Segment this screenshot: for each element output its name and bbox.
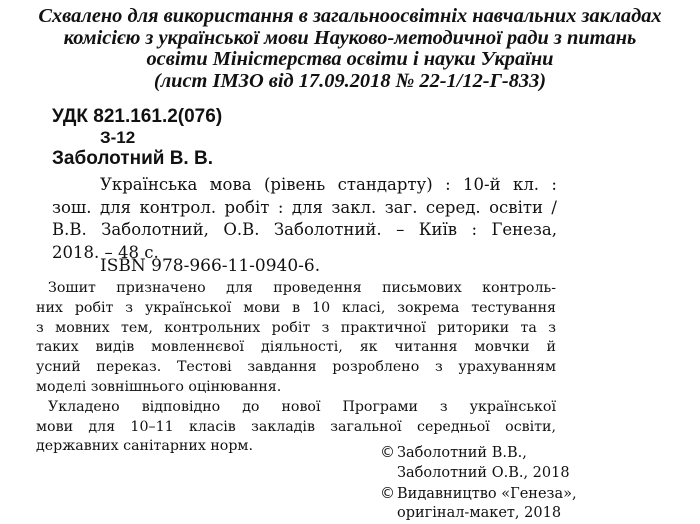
copyright-line: [380, 484, 680, 505]
copyright-block: [380, 443, 680, 524]
bib-line: зош. для контрол. робіт : для закл. заг. серед. освіти /: [52, 197, 557, 217]
copyright-line: [380, 443, 680, 464]
udk-code: УДК 821.161.2(076): [52, 106, 223, 127]
copyright-line: оригінал-макет, 2018: [397, 505, 562, 522]
approval-line: (лист ІМЗО від 17.09.2018 № 22-1/12-Г-833): [153, 69, 547, 92]
bibliographic-description: [52, 174, 557, 264]
annotation-line: мови для 10–11 класів закладів загальної середньої освіти,: [36, 418, 556, 435]
approval-line: освіти Міністерства освіти і науки України: [146, 48, 554, 70]
annotation: [36, 279, 556, 457]
author-sign-code: З-12: [100, 128, 136, 147]
copyright-icon: ©: [380, 443, 395, 461]
annotation-line: моделі зовнішнього оцінювання.: [36, 378, 282, 395]
copyright-holder: Видавництво «Генеза»,: [397, 485, 577, 502]
copyright-line: Заболотний О.В., 2018: [397, 464, 570, 481]
approval-notice: [20, 6, 680, 92]
copyright-icon: ©: [380, 483, 395, 502]
annotation-line: таких видів мовленнєвої діяльності, як читання мовчки й: [36, 339, 556, 356]
annotation-line: усний переказ. Тестові завдання розроблено з урахуванням: [36, 359, 556, 376]
isbn: ISBN 978-966-11-0940-6.: [100, 256, 321, 276]
annotation-line: з мовних тем, контрольних робіт з практичної риторики та з: [36, 319, 556, 336]
bib-line: 2018. – 48 с.: [52, 242, 159, 262]
annotation-line: них робіт з української мови в 10 класі, зокрема тестування: [36, 299, 556, 316]
annotation-line: Зошит призначено для проведення письмових контроль-: [48, 280, 556, 296]
annotation-line: державних санітарних норм.: [36, 438, 253, 455]
annotation-line: Укладено відповідно до нової Програми з української: [48, 398, 556, 415]
approval-line: комісією з української мови Науково-методичної ради з питань: [63, 26, 637, 49]
bib-line: В.В. Заболотний, О.В. Заболотний. – Київ : Генеза,: [52, 220, 557, 239]
bib-line: Українська мова (рівень стандарту) : 10-й кл. :: [100, 175, 557, 194]
copyright-holder: Заболотний В.В.,: [397, 445, 527, 461]
author-heading: Заболотний В. В.: [52, 148, 213, 169]
approval-line: Схвалено для використання в загальноосвітніх навчальних закладах: [38, 5, 662, 27]
